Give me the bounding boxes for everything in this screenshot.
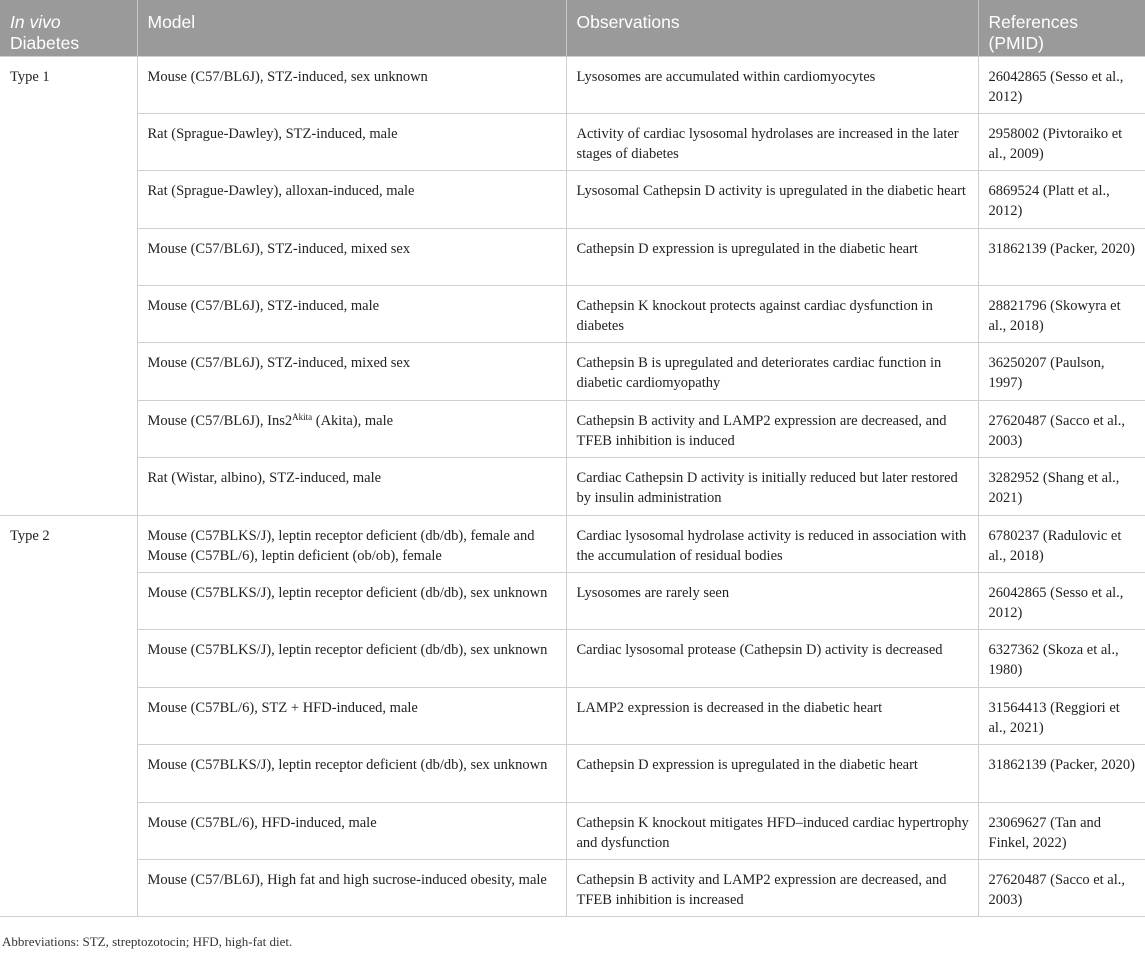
reference-cell: 27620487 (Sacco et al., 2003): [978, 400, 1145, 457]
reference-cell: 6869524 (Platt et al., 2012): [978, 171, 1145, 228]
reference-cell: 31564413 (Reggiori et al., 2021): [978, 687, 1145, 744]
observation-cell: Cathepsin B is upregulated and deteriorates cardiac function in diabetic cardiomyopathy: [566, 343, 978, 400]
observation-cell: Lysosomal Cathepsin D activity is upregulated in the diabetic heart: [566, 171, 978, 228]
header-observations: Observations: [566, 0, 978, 56]
model-text-tail: (Akita), male: [312, 412, 394, 429]
header-in-vivo: In vivo: [10, 12, 61, 32]
group-label: Type 1: [0, 56, 137, 515]
observation-cell: Cathepsin D expression is upregulated in the diabetic heart: [566, 228, 978, 285]
reference-cell: 23069627 (Tan and Finkel, 2022): [978, 802, 1145, 859]
table-row: [0, 745, 1145, 802]
reference-cell: 6780237 (Radulovic et al., 2018): [978, 515, 1145, 572]
table-footnote: Abbreviations: STZ, streptozotocin; HFD, high-fat diet.: [2, 934, 293, 949]
observation-cell: Cathepsin B activity and LAMP2 expression are decreased, and TFEB inhibition is induced: [566, 400, 978, 457]
table-row: [0, 687, 1145, 744]
model-cell: Mouse (C57BLKS/J), leptin receptor deficient (db/db), sex unknown: [137, 573, 566, 630]
table-row: [0, 400, 1145, 457]
observation-cell: Activity of cardiac lysosomal hydrolases are increased in the later stages of diabetes: [566, 113, 978, 170]
observation-cell: Cardiac Cathepsin D activity is initially reduced but later restored by insulin administration: [566, 458, 978, 515]
table-body: [0, 56, 1145, 917]
reference-cell: 27620487 (Sacco et al., 2003): [978, 859, 1145, 916]
reference-cell: 26042865 (Sesso et al., 2012): [978, 573, 1145, 630]
table-row: [0, 859, 1145, 916]
model-cell: Mouse (C57/BL6J), STZ-induced, sex unknown: [137, 56, 566, 113]
observation-cell: LAMP2 expression is decreased in the diabetic heart: [566, 687, 978, 744]
reference-cell: 28821796 (Skowyra et al., 2018): [978, 286, 1145, 343]
reference-cell: 6327362 (Skoza et al., 1980): [978, 630, 1145, 687]
observation-cell: Lysosomes are accumulated within cardiomyocytes: [566, 56, 978, 113]
model-cell: [137, 400, 566, 457]
table-row: [0, 458, 1145, 515]
header-row: [0, 0, 1145, 56]
header-diabetes-label: Diabetes: [10, 33, 80, 53]
table-row: [0, 343, 1145, 400]
table-row: [0, 286, 1145, 343]
model-superscript: Akita: [292, 411, 313, 422]
model-cell: Mouse (C57BL/6), STZ + HFD-induced, male: [137, 687, 566, 744]
observation-cell: Cathepsin D expression is upregulated in the diabetic heart: [566, 745, 978, 802]
table-row: [0, 802, 1145, 859]
reference-cell: 26042865 (Sesso et al., 2012): [978, 56, 1145, 113]
model-cell: Mouse (C57BLKS/J), leptin receptor deficient (db/db), sex unknown: [137, 630, 566, 687]
table-row: [0, 113, 1145, 170]
model-cell: Mouse (C57BL/6), HFD-induced, male: [137, 802, 566, 859]
observation-cell: Cardiac lysosomal protease (Cathepsin D) activity is decreased: [566, 630, 978, 687]
header-diabetes: [0, 0, 137, 56]
observation-cell: Lysosomes are rarely seen: [566, 573, 978, 630]
table-row: [0, 171, 1145, 228]
reference-cell: 3282952 (Shang et al., 2021): [978, 458, 1145, 515]
table-header: [0, 0, 1145, 56]
header-model: Model: [137, 0, 566, 56]
table-row: [0, 515, 1145, 572]
model-cell: Rat (Wistar, albino), STZ-induced, male: [137, 458, 566, 515]
group-label: Type 2: [0, 515, 137, 917]
model-cell: Rat (Sprague-Dawley), alloxan-induced, male: [137, 171, 566, 228]
observation-cell: Cathepsin K knockout protects against cardiac dysfunction in diabetes: [566, 286, 978, 343]
reference-cell: 31862139 (Packer, 2020): [978, 745, 1145, 802]
observation-cell: Cathepsin B activity and LAMP2 expression are decreased, and TFEB inhibition is increased: [566, 859, 978, 916]
model-cell: Mouse (C57BLKS/J), leptin receptor deficient (db/db), sex unknown: [137, 745, 566, 802]
model-cell: Mouse (C57/BL6J), STZ-induced, male: [137, 286, 566, 343]
table-row: [0, 56, 1145, 113]
reference-cell: 36250207 (Paulson, 1997): [978, 343, 1145, 400]
observation-cell: Cardiac lysosomal hydrolase activity is reduced in association with the accumulation of residual bodies: [566, 515, 978, 572]
model-text: Mouse (C57/BL6J), Ins2: [147, 412, 293, 429]
table-row: [0, 228, 1145, 285]
table-row: [0, 630, 1145, 687]
model-cell: Mouse (C57/BL6J), High fat and high sucrose-induced obesity, male: [137, 859, 566, 916]
model-cell: Mouse (C57/BL6J), STZ-induced, mixed sex: [137, 343, 566, 400]
header-references: References (PMID): [978, 0, 1145, 56]
reference-cell: 31862139 (Packer, 2020): [978, 228, 1145, 285]
observation-cell: Cathepsin K knockout mitigates HFD–induced cardiac hypertrophy and dysfunction: [566, 802, 978, 859]
table-row: [0, 573, 1145, 630]
model-cell: Mouse (C57BLKS/J), leptin receptor deficient (db/db), female and Mouse (C57BL/6), leptin deficient (ob/ob), female: [137, 515, 566, 572]
model-cell: Rat (Sprague-Dawley), STZ-induced, male: [137, 113, 566, 170]
reference-cell: 2958002 (Pivtoraiko et al., 2009): [978, 113, 1145, 170]
model-cell: Mouse (C57/BL6J), STZ-induced, mixed sex: [137, 228, 566, 285]
